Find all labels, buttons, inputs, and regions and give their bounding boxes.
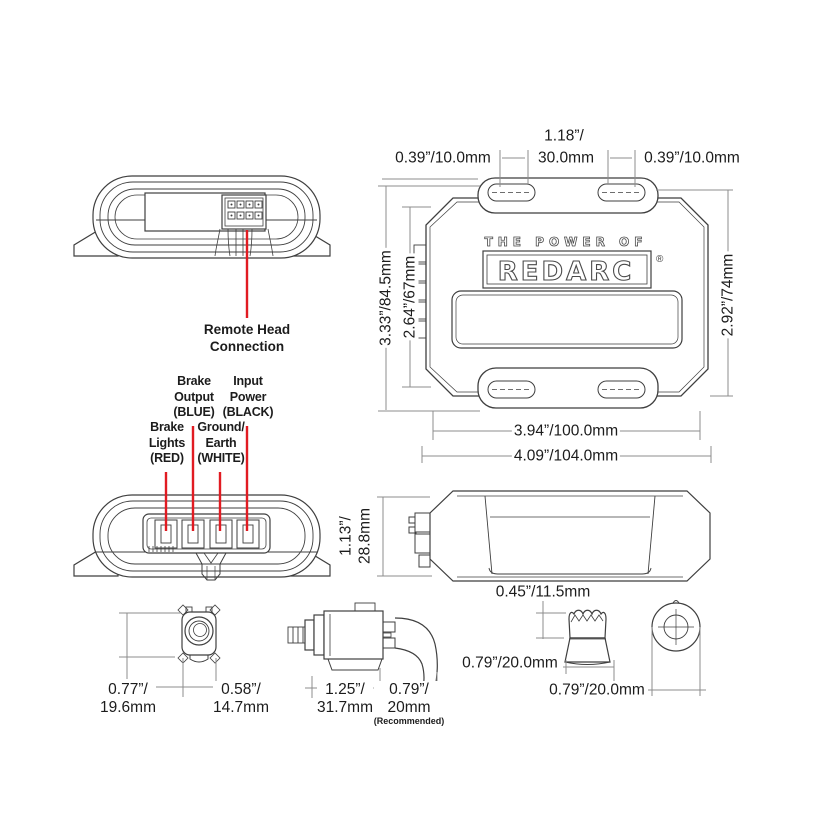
dim-slot-spacing-mm: 30.0mm: [538, 149, 594, 167]
dim-slot-offset-left: 0.39”/10.0mm: [395, 149, 491, 167]
dim-knob-height: 0.45”/11.5mm: [495, 583, 591, 601]
dim-height-body: 2.92”/74mm: [719, 253, 737, 337]
dim-height-overall: 3.33”/84.5mm: [377, 250, 395, 346]
brake-lights-callout: Brake Lights (RED): [148, 420, 186, 465]
ground-earth-callout: Ground/ Earth (WHITE): [197, 420, 245, 465]
dim-slot-offset-right: 0.39”/10.0mm: [644, 149, 740, 167]
dim-plug-bend: 0.79”/ 20mm (Recommended): [373, 681, 445, 726]
dim-height-inner: 2.64”/67mm: [401, 255, 419, 339]
dim-slot-spacing-inches: 1.18”/: [544, 127, 584, 145]
logo-tagline: THE POWER OF: [484, 235, 648, 249]
input-power-callout: Input Power (BLACK): [222, 374, 274, 419]
remote-head-callout: Remote Head Connection: [203, 322, 291, 354]
registered-mark: ®: [656, 254, 664, 265]
dim-plug-bend-note: (Recommended): [373, 716, 445, 726]
dim-width-overall: 4.09”/104.0mm: [513, 447, 619, 465]
dim-knob-width: 0.79”/20.0mm: [462, 654, 558, 672]
dim-lens-height: 0.77”/ 19.6mm: [100, 681, 156, 716]
dim-side-height: 1.13”/ 28.8mm: [337, 508, 373, 564]
dim-lens-width: 0.58”/ 14.7mm: [213, 681, 269, 716]
dim-mounting-hole: 0.79”/20.0mm: [549, 681, 645, 699]
dim-width-body: 3.94”/100.0mm: [513, 422, 619, 440]
dim-plug-length: 1.25”/ 31.7mm: [317, 681, 373, 716]
brake-output-callout: Brake Output (BLUE): [173, 374, 215, 419]
brand-logo-text: REDARC: [497, 257, 635, 287]
